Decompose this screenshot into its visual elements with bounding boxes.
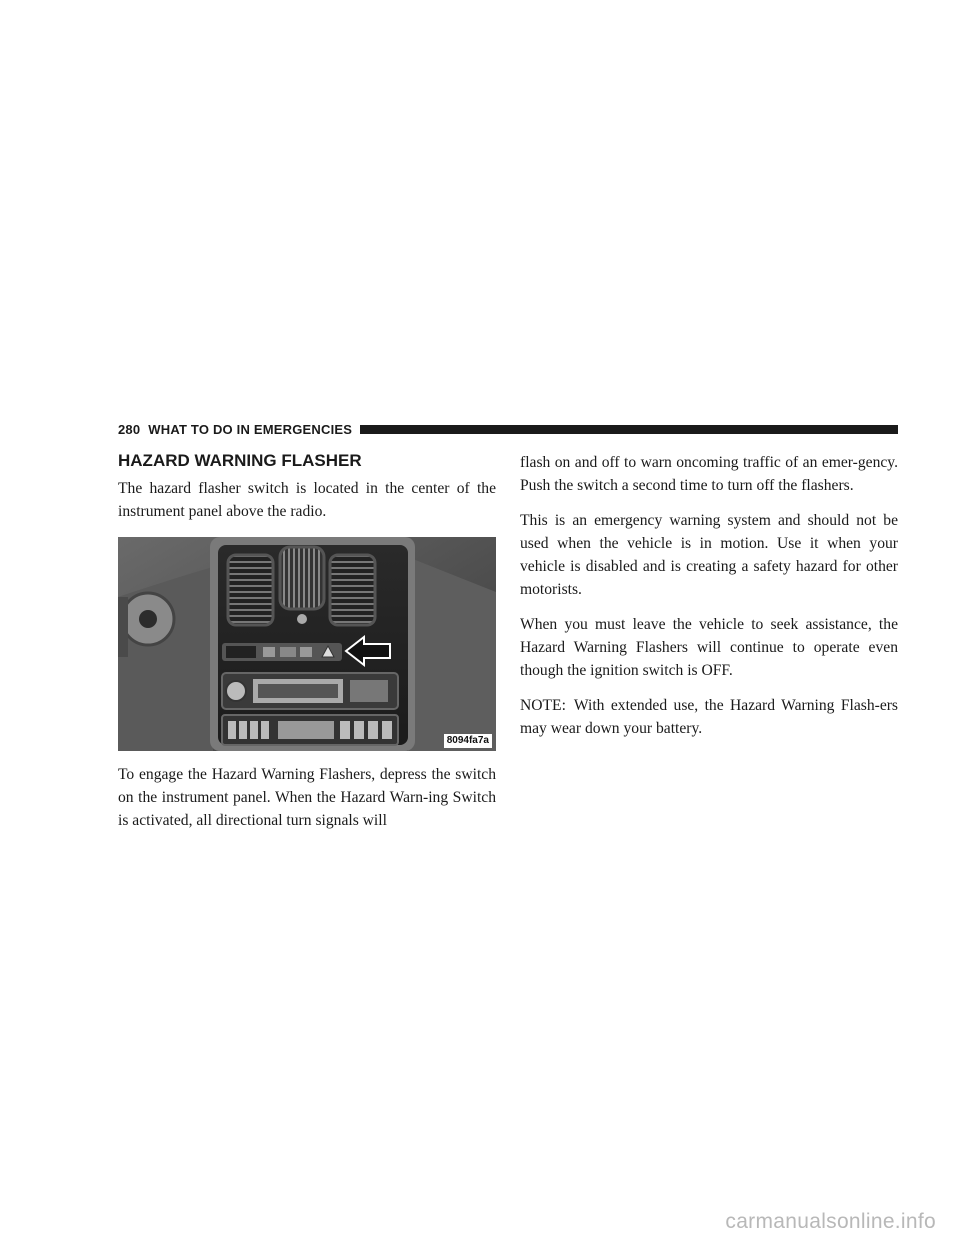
section-heading: HAZARD WARNING FLASHER [118,451,362,470]
watermark: carmanualsonline.info [725,1210,936,1233]
note-text: With extended use, the Hazard Warning Flash-ers may wear down your battery. [520,697,898,737]
left-column [118,451,496,846]
note-paragraph [520,694,898,740]
section-title: WHAT TO DO IN EMERGENCIES [148,421,353,437]
page-number: 280 [118,421,141,437]
right-column [520,451,898,752]
flash-paragraph: flash on and off to warn oncoming traffic of an emer-gency. Push the switch a second time to turn off the flashers. [520,454,898,494]
emergency-paragraph: This is an emergency warning system and should not be used when the vehicle is in motion. Use it when your vehicle is disabled and is creating a safety hazard for other motorists. [520,512,898,598]
note-label: NOTE: [520,697,566,714]
page-header [118,421,898,437]
dashboard-photo [118,537,496,751]
header-rule [360,425,898,434]
engage-paragraph: To engage the Hazard Warning Flashers, depress the switch on the instrument panel. When the Hazard Warn-ing Switch is activated, all directional turn signals will [118,766,496,829]
dashboard-illustration [118,537,496,751]
leave-vehicle-paragraph: When you must leave the vehicle to seek assistance, the Hazard Warning Flashers will continue to operate even though the ignition switch is OFF. [520,616,898,679]
figure-code: 8094fa7a [444,734,492,748]
intro-paragraph: The hazard flasher switch is located in the center of the instrument panel above the radio. [118,480,496,520]
